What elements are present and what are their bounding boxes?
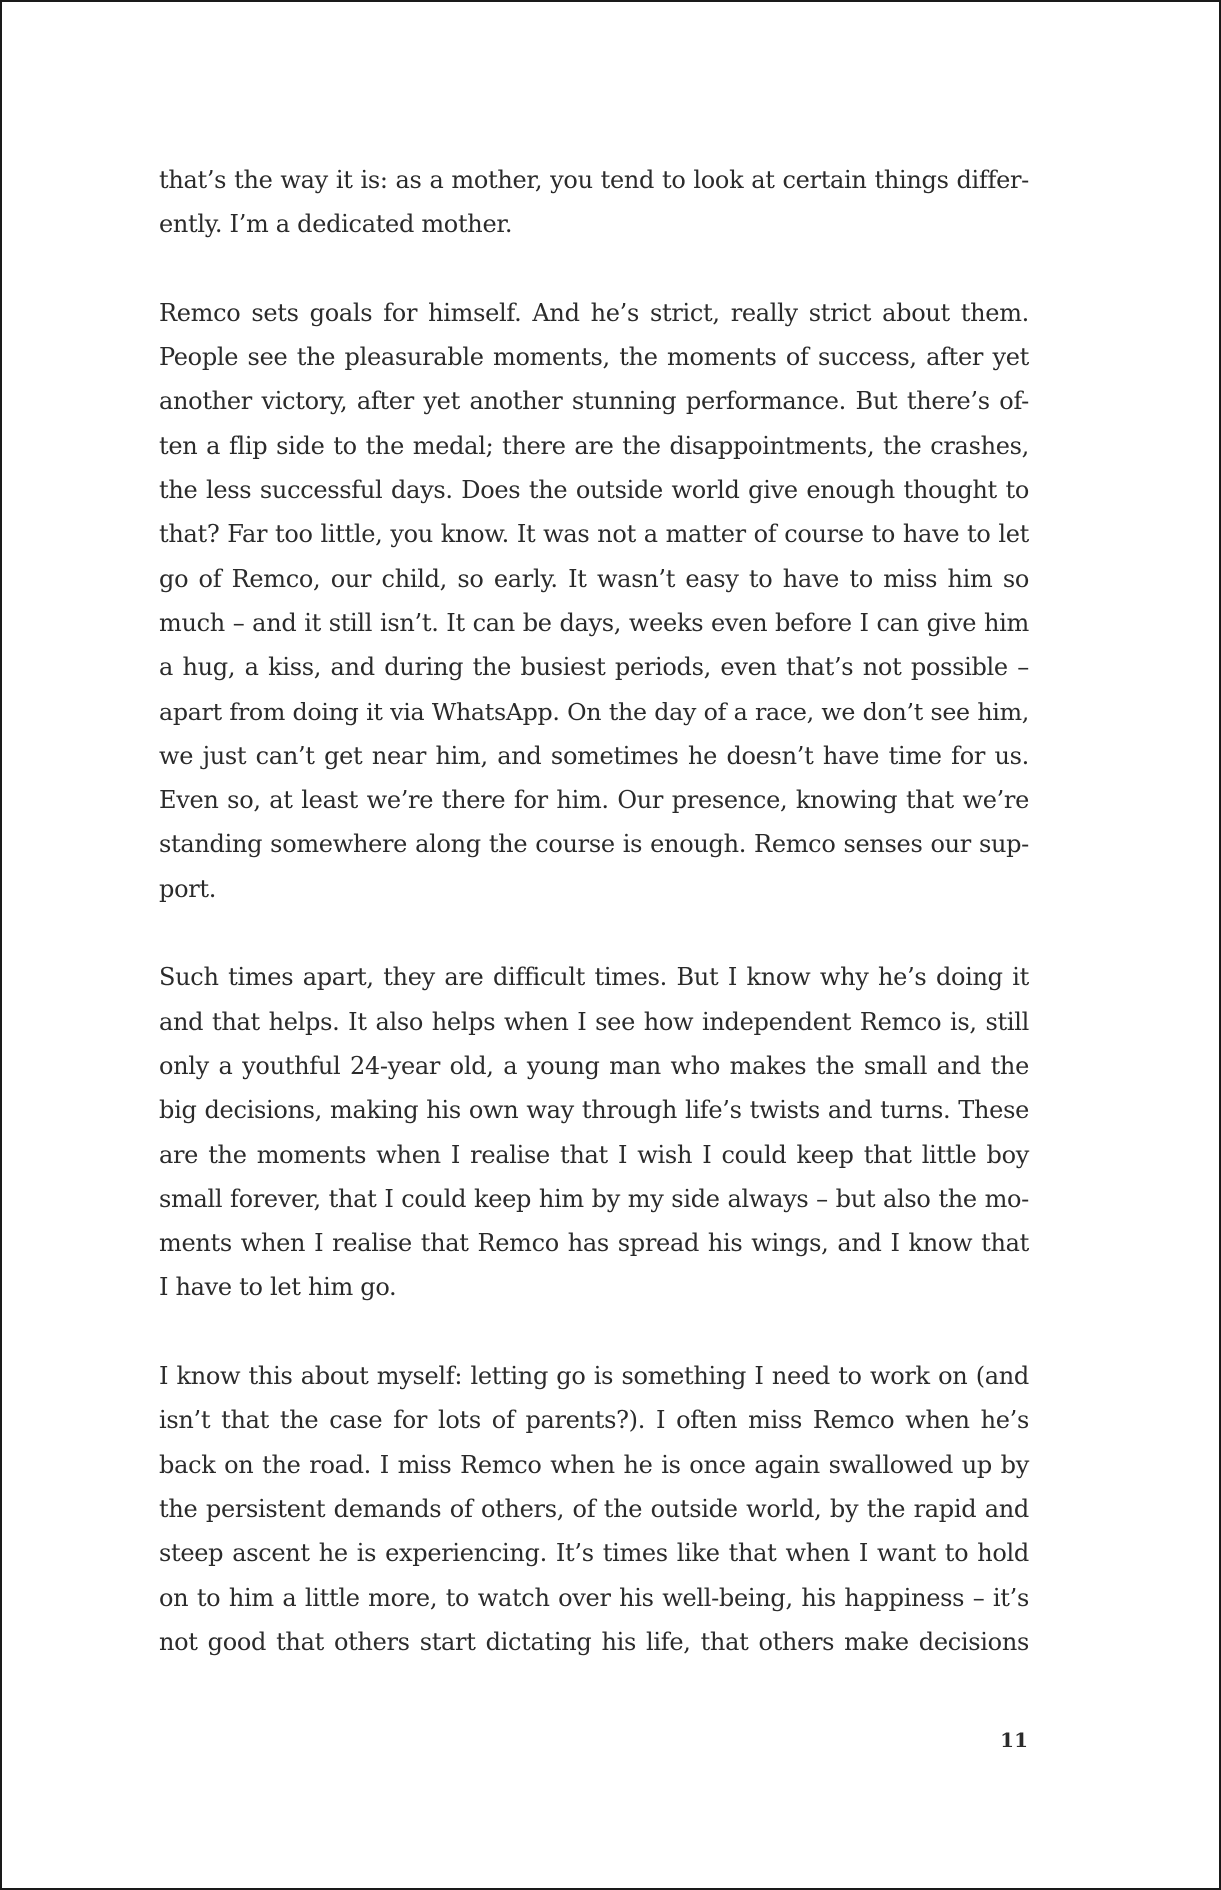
text-line: steep ascent he is experiencing. It’s times like that when I want to hold xyxy=(159,1539,1029,1568)
paragraph-gap xyxy=(159,911,1029,955)
paragraph-gap xyxy=(159,247,1029,291)
text-line: on to him a little more, to watch over his well-being, his happiness – it’s xyxy=(159,1583,1029,1612)
text-line: the less successful days. Does the outside world give enough thought to xyxy=(159,476,1029,505)
text-line: that’s the way it is: as a mother, you tend to look at certain things differ- xyxy=(159,166,1029,194)
text-line: small forever, that I could keep him by my side always – but also the mo- xyxy=(159,1184,1029,1213)
text-line: Remco sets goals for himself. And he’s strict, really strict about them. xyxy=(159,298,1029,327)
text-line: ments when I realise that Remco has spread his wings, and I know that xyxy=(159,1229,1029,1258)
text-line: apart from doing it via WhatsApp. On the day of a race, we don’t see him, xyxy=(159,697,1029,726)
text-line: go of Remco, our child, so early. It wasn’t easy to have to miss him so xyxy=(159,564,1029,593)
text-line: the persistent demands of others, of the outside world, by the rapid and xyxy=(159,1494,1029,1523)
text-line: Even so, at least we’re there for him. Our presence, knowing that we’re xyxy=(159,786,1029,815)
text-line: isn’t that the case for lots of parents?). I often miss Remco when he’s xyxy=(159,1406,1029,1435)
text-line: Such times apart, they are difficult times. But I know why he’s doing it xyxy=(159,963,1029,992)
text-line: we just can’t get near him, and sometimes he doesn’t have time for us. xyxy=(159,741,1029,770)
text-line: I know this about myself: letting go is something I need to work on (and xyxy=(159,1362,1029,1391)
text-line: a hug, a kiss, and during the busiest periods, even that’s not possible – xyxy=(159,653,1029,682)
text-line: back on the road. I miss Remco when he is once again swallowed up by xyxy=(159,1450,1029,1479)
text-line: People see the pleasurable moments, the moments of success, after yet xyxy=(159,343,1029,372)
text-line: ently. I’m a dedicated mother. xyxy=(159,210,513,239)
text-line: big decisions, making his own way through life’s twists and turns. These xyxy=(159,1096,1029,1125)
paragraph-gap xyxy=(159,1310,1029,1354)
text-line: and that helps. It also helps when I see how independent Remco is, still xyxy=(159,1007,1029,1036)
paragraph xyxy=(159,291,1029,911)
text-line: another victory, after yet another stunning performance. But there’s of- xyxy=(159,387,1029,416)
paragraph xyxy=(159,955,1029,1309)
text-line: that? Far too little, you know. It was not a matter of course to have to let xyxy=(159,520,1029,549)
text-line: I have to let him go. xyxy=(159,1273,397,1302)
text-line: not good that others start dictating his life, that others make decisions xyxy=(159,1627,1029,1656)
text-line: port. xyxy=(159,874,217,903)
text-line: standing somewhere along the course is enough. Remco senses our sup- xyxy=(159,830,1029,859)
paragraph xyxy=(159,1354,1029,1664)
text-line: ten a flip side to the medal; there are the disappointments, the crashes, xyxy=(159,431,1029,460)
text-line: much – and it still isn’t. It can be days, weeks even before I can give him xyxy=(159,608,1029,637)
paragraph xyxy=(159,158,1029,247)
page-number: 11 xyxy=(1000,1728,1028,1752)
body-text xyxy=(159,158,1029,1664)
text-line: are the moments when I realise that I wish I could keep that little boy xyxy=(159,1140,1029,1169)
text-line: only a youthful 24-year old, a young man who makes the small and the xyxy=(159,1051,1029,1080)
